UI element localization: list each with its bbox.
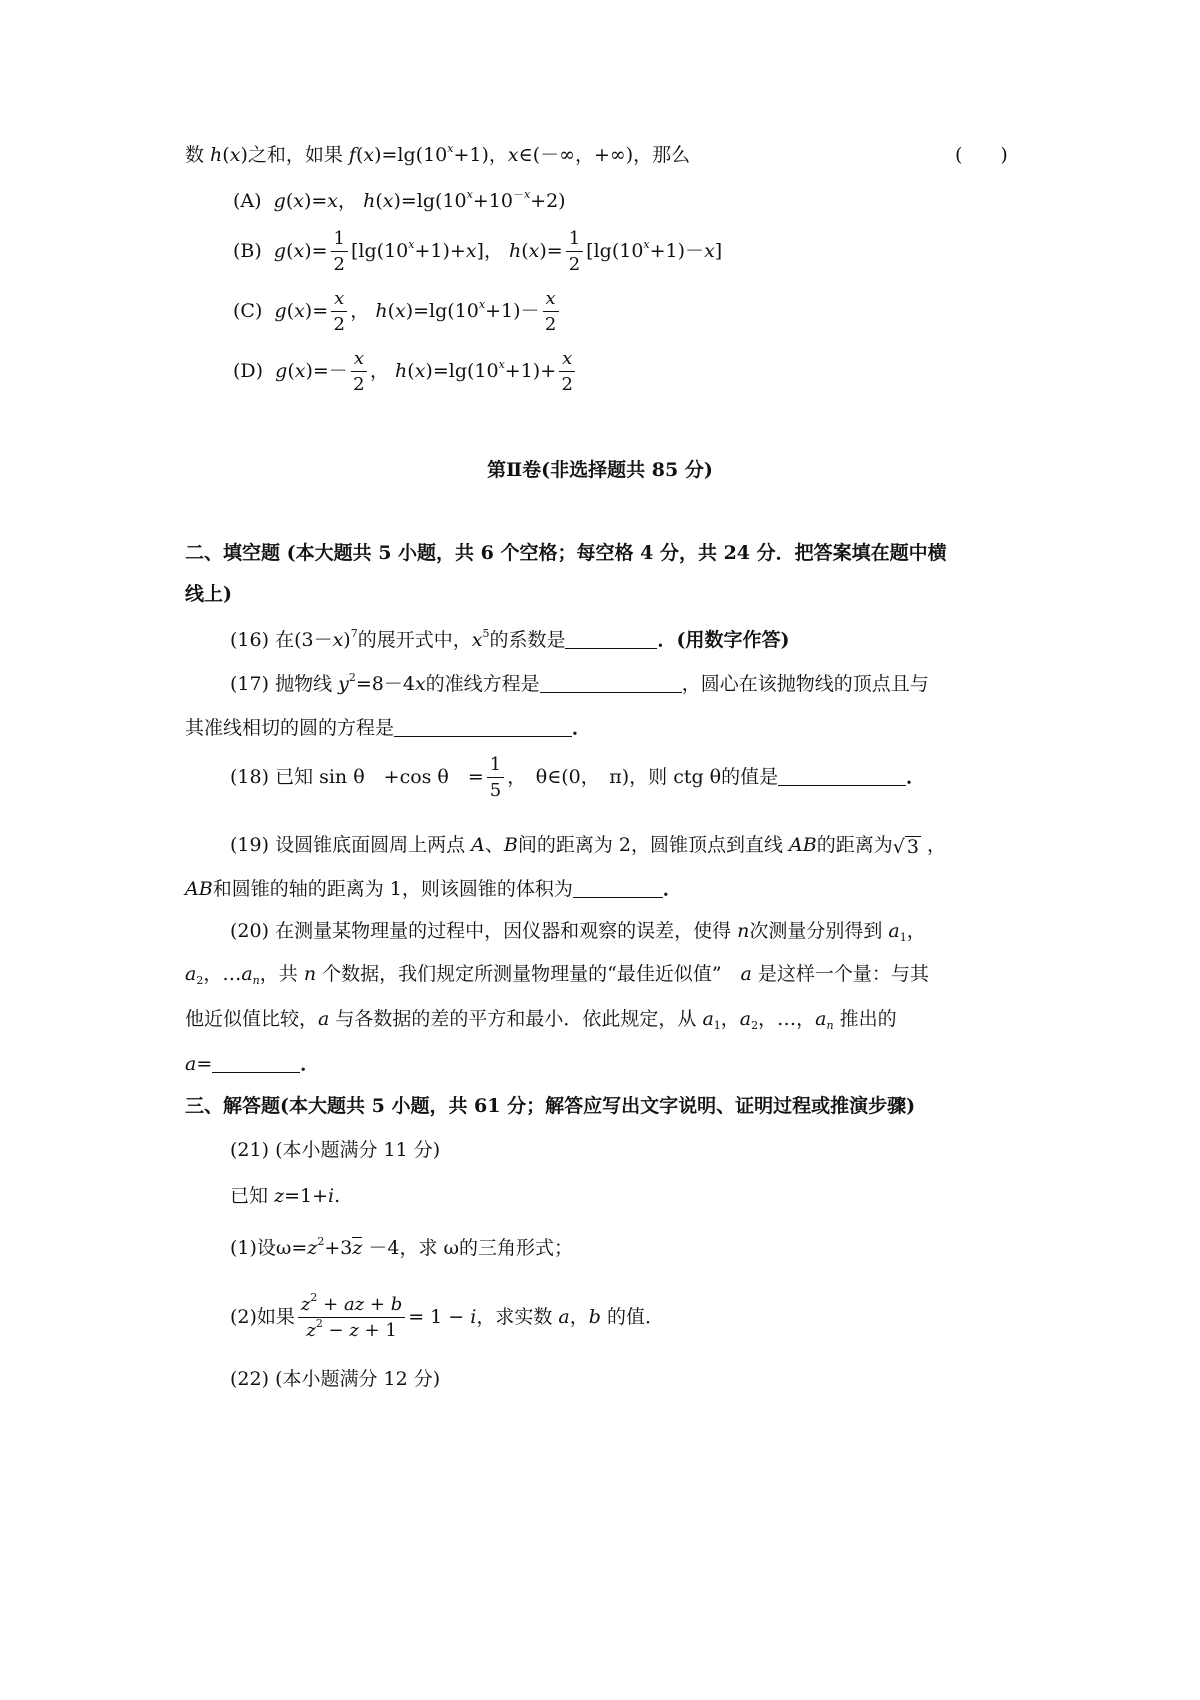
option-label: (D) bbox=[233, 360, 264, 382]
q20-line4: a= ． bbox=[185, 1053, 320, 1075]
question-number: (19) bbox=[230, 834, 270, 856]
option-label: (C) bbox=[233, 300, 263, 322]
answer-blank[interactable] bbox=[573, 879, 663, 898]
q20-text: 与各数据的差的平方和最小．依此规定，从 bbox=[329, 1008, 703, 1030]
section2-heading: 二、填空题 (本大题共 5 小题，共 6 个空格；每空格 4 分，共 24 分．把答案填在题中横 bbox=[185, 542, 947, 564]
q21-given: 已知 z=1+i. bbox=[230, 1185, 341, 1207]
answer-blank[interactable] bbox=[540, 674, 682, 693]
fraction: $\frac{1}{2}$ bbox=[331, 230, 348, 274]
q21-text: 已知 bbox=[230, 1185, 275, 1207]
q21-text: ，求实数 bbox=[476, 1306, 559, 1328]
q21-part1: (1)设$\omega=z^2+3z -4$，求 ω的三角形式； bbox=[230, 1235, 574, 1259]
q20-text: 在测量某物理量的过程中，因仪器和观察的误差，使得 bbox=[275, 920, 738, 942]
q21-text: +3 bbox=[324, 1237, 353, 1259]
option-label: (B) bbox=[233, 240, 262, 262]
part2-title: 第Ⅱ卷(非选择题共 85 分) bbox=[487, 459, 713, 481]
q20-line3: 他近似值比较，a 与各数据的差的平方和最小．依此规定，从 $a_1$，$a_2$，…，$a_n$ 推出的 bbox=[185, 1008, 897, 1032]
answer-blank[interactable] bbox=[565, 630, 657, 649]
q22-header bbox=[230, 1370, 440, 1389]
fraction: $\frac{x}{2}$ bbox=[543, 290, 559, 334]
question-score: (本小题满分 12 分) bbox=[275, 1368, 441, 1390]
q16-text: 的展开式中， bbox=[357, 629, 472, 651]
fraction: $\frac{x}{2}$ bbox=[559, 350, 575, 394]
q18-text: ． bbox=[906, 766, 926, 788]
q19-cont: AB和圆锥的轴的距离为 1，则该圆锥的体积为 ． bbox=[185, 878, 682, 900]
q17: (17) 抛物线 $y^2=8-4x$的准线方程是 ，圆心在该抛物线的顶点且与 bbox=[230, 671, 929, 695]
option-b: (B) g(x)= $\frac{1}{2}$ $[\lg(10^x+1)+x]$， h(x)= $\frac{1}{2}$ $[\lg(10^x+1)-x]$ bbox=[233, 228, 723, 275]
sqrt-symbol: √ 3 bbox=[892, 836, 919, 858]
q20-line2: $a_2$，$\dots a_n$，共 n 个数据，我们规定所测量物理量的“最佳近似值” a 是这样一个量：与其 bbox=[185, 963, 929, 987]
q21-text: (1)设ω= bbox=[230, 1237, 308, 1259]
fraction: $\frac{z^2 + az + b}{z^2 - z + 1}$ bbox=[298, 1296, 405, 1340]
q20-text: ，… bbox=[203, 963, 242, 985]
q21-header bbox=[230, 1141, 440, 1160]
q18-text: 已知 sin θ +cos θ = bbox=[275, 766, 484, 788]
q19-text: 间的距离为 2，圆锥顶点到直线 bbox=[517, 834, 789, 856]
question-number: (16) bbox=[230, 629, 270, 651]
option-c: (C) g(x)= $\frac{x}{2}$ ， $h(x)=\lg(10^x+1)-$ $\frac{x}{2}$ bbox=[233, 290, 562, 334]
answer-blank[interactable] bbox=[394, 718, 572, 737]
q20-text: ， bbox=[720, 1008, 740, 1030]
q20-text: ，…， bbox=[758, 1008, 816, 1030]
q19: (19) 设圆锥底面圆周上两点 A、B间的距离为 2，圆锥顶点到直线 AB的距离为√ 3 ， bbox=[230, 834, 946, 858]
fraction: $\frac{x}{2}$ bbox=[331, 290, 347, 334]
q19-text: 的距离为 bbox=[816, 834, 893, 856]
question-number: (21) bbox=[230, 1139, 270, 1161]
q19-text: 设圆锥底面圆周上两点 bbox=[275, 834, 472, 856]
q17-text: 的准线方程是 bbox=[425, 673, 540, 695]
answer-blank[interactable] bbox=[778, 767, 906, 786]
question-number: (18) bbox=[230, 766, 270, 788]
q15-text: 数 bbox=[185, 144, 211, 166]
option-a: (A) g(x)=x， $h(x)=\lg(10^x+10^{-x}+2)$ bbox=[233, 188, 566, 212]
q20-text: 个数据，我们规定所测量物理量的“最佳近似值” bbox=[316, 963, 741, 985]
q15-text: ， bbox=[488, 144, 508, 166]
question-number: (20) bbox=[230, 920, 270, 942]
question-number: (17) bbox=[230, 673, 270, 695]
q20-text: 次测量分别得到 bbox=[749, 920, 889, 942]
q19-text: 和圆锥的轴的距离为 1，则该圆锥的体积为 bbox=[212, 878, 573, 900]
q20-text: 是这样一个量：与其 bbox=[751, 963, 929, 985]
section2-heading-cont: 线上) bbox=[185, 583, 232, 605]
q17-cont bbox=[185, 718, 591, 738]
q20-text: ，共 bbox=[259, 963, 304, 985]
q16: (16) 在$(3-x)^7$的展开式中，$x^5$的系数是 ．(用数字作答) bbox=[230, 627, 790, 651]
q20: (20) 在测量某物理量的过程中，因仪器和观察的误差，使得 n次测量分别得到 $a_1$， bbox=[230, 920, 926, 944]
answer-paren: ( ) bbox=[955, 144, 1008, 166]
question-score: (本小题满分 11 分) bbox=[275, 1139, 441, 1161]
q16-text: 在(3－ bbox=[275, 629, 333, 651]
q19-text: ． bbox=[662, 878, 682, 900]
question-number: (22) bbox=[230, 1368, 270, 1390]
q15-text: 之和，如果 bbox=[247, 144, 349, 166]
q21-text: －4，求 ω的三角形式； bbox=[368, 1237, 574, 1259]
answer-blank[interactable] bbox=[212, 1054, 300, 1073]
q18-text: ， θ∈(0， π)，则 ctg θ的值是 bbox=[507, 766, 779, 788]
q19-text: ， bbox=[926, 834, 946, 856]
q21-part2: (2)如果 $\frac{z^2 + az + b}{z^2 - z + 1}$ = 1 − i，求实数 a，b 的值． bbox=[230, 1291, 664, 1341]
conjugate-bar: z bbox=[352, 1237, 363, 1259]
q17-text: 抛物线 bbox=[275, 673, 339, 695]
q21-text: = 1 − bbox=[408, 1306, 471, 1328]
q17-text: ，圆心在该抛物线的顶点且与 bbox=[681, 673, 929, 695]
q15-text: ∈(－∞，+∞)，那么 bbox=[518, 144, 691, 166]
q20-text: 推出的 bbox=[833, 1008, 897, 1030]
option-label: (A) bbox=[233, 190, 262, 212]
section3-heading: 三、解答题(本大题共 5 小题，共 61 分；解答应写出文字说明、证明过程或推演步骤) bbox=[185, 1095, 916, 1117]
q15-stem-line: 数 h(x)之和，如果 $f(x)=\lg(10^x+1)$，x∈(－∞，+∞)，那么 bbox=[185, 142, 691, 166]
q17-text: ． bbox=[572, 717, 592, 739]
q21-text: ， bbox=[569, 1306, 589, 1328]
q21-text: (2)如果 bbox=[230, 1306, 295, 1328]
q21-text: 的值． bbox=[600, 1306, 664, 1328]
q20-text: 他近似值比较， bbox=[185, 1008, 319, 1030]
q18 bbox=[230, 756, 925, 800]
q16-text: ．(用数字作答) bbox=[657, 629, 790, 651]
fraction: $\frac{1}{5}$ bbox=[487, 756, 504, 800]
q17-text: =8－4 bbox=[355, 673, 415, 695]
fraction: $\frac{1}{2}$ bbox=[566, 230, 583, 274]
q16-text: 的系数是 bbox=[489, 629, 566, 651]
q20-text: ． bbox=[300, 1053, 320, 1075]
q17-text: 其准线相切的圆的方程是 bbox=[185, 717, 395, 739]
option-d: (D) g(x)=－ $\frac{x}{2}$ ， $h(x)=\lg(10^x+1)+$ $\frac{x}{2}$ bbox=[233, 350, 578, 394]
fraction: $\frac{x}{2}$ bbox=[351, 350, 367, 394]
